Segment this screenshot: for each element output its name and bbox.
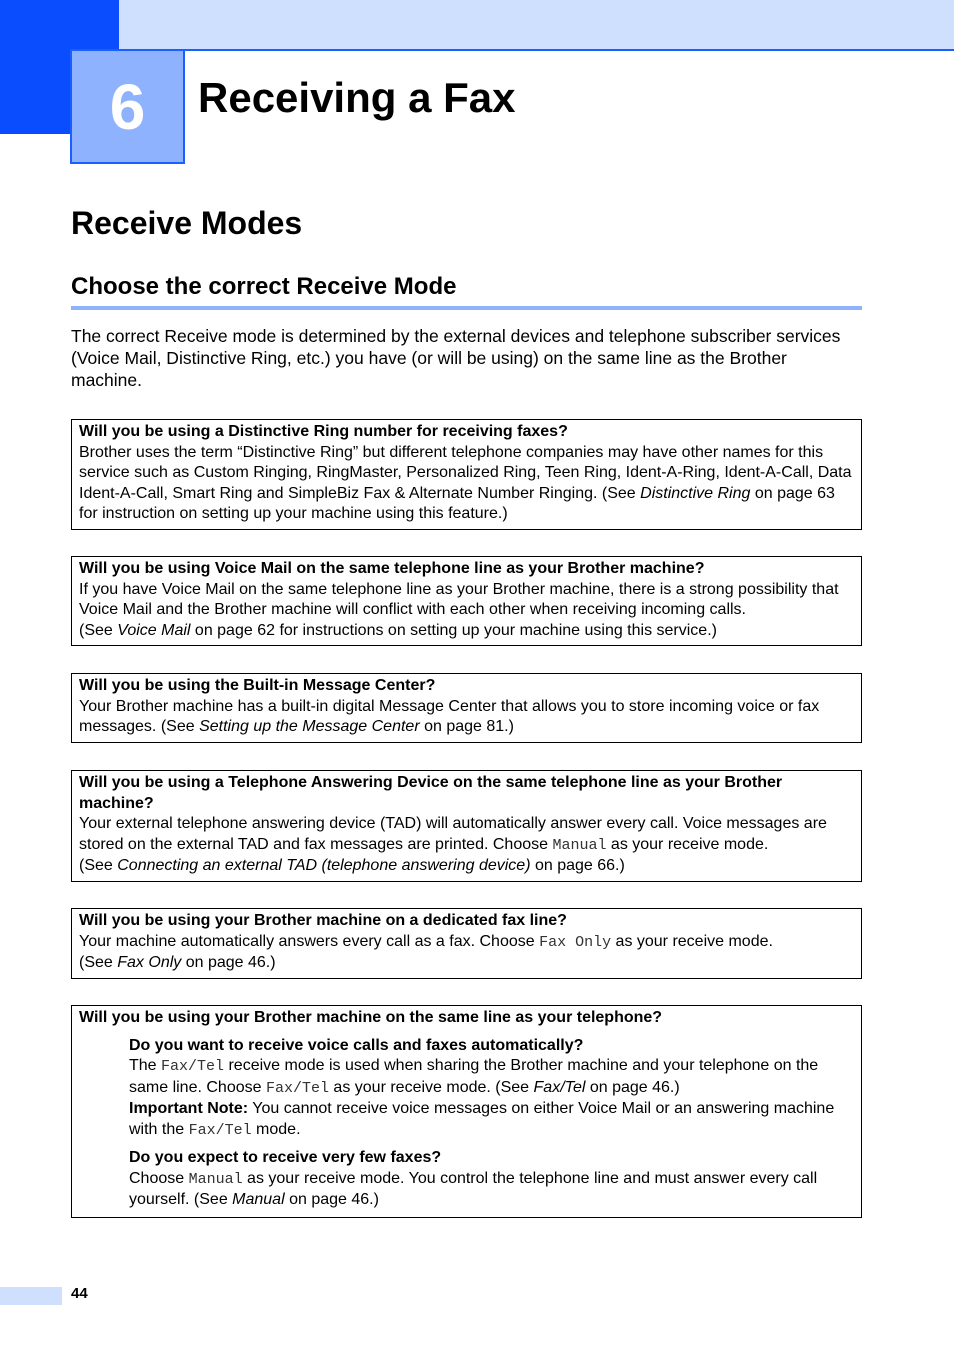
- cross-reference: Connecting an external TAD (telephone answering device): [117, 857, 531, 874]
- mode-name: Fax/Tel: [161, 1058, 225, 1075]
- mode-name: Fax/Tel: [265, 1079, 329, 1097]
- answer-text: Your external telephone answering device (TAD) will automatically answer every call. Voice messages are stored on the external TAD and fax messages are printed. Choose: [79, 815, 827, 853]
- answer: [79, 953, 854, 974]
- question-box-tad: [71, 770, 862, 882]
- answer-text: You cannot receive voice messages on either Voice Mail or an answering machine with the: [129, 1100, 835, 1138]
- answer: [79, 621, 854, 642]
- question: Will you be using Voice Mail on the same telephone line as your Brother machine?: [79, 560, 705, 577]
- answer-text: on page 66.): [530, 857, 625, 874]
- answer-text: as your receive mode. (See: [328, 1078, 534, 1096]
- cross-reference: Setting up the Message Center: [199, 718, 420, 735]
- answer-text: receive mode is used when sharing the Brother machine and your telephone on the same line. Choose: [129, 1057, 819, 1096]
- mode-name: Fax Only: [539, 933, 612, 951]
- mode-name: Manual: [188, 1170, 243, 1188]
- answer: [79, 443, 854, 525]
- sub-question: Do you want to receive voice calls and faxes automatically?: [129, 1036, 584, 1054]
- answer-text: (See: [79, 621, 118, 639]
- question-box-dedicated-line: [71, 908, 862, 979]
- answer-text: as your receive mode.: [606, 835, 769, 853]
- important-note: [129, 1099, 854, 1141]
- answer-text: on page 81.): [419, 718, 514, 735]
- answer: [79, 697, 854, 738]
- sub-question-few-faxes: [79, 1148, 854, 1211]
- cross-reference: Voice Mail: [117, 621, 191, 639]
- chapter-number-box: [70, 49, 185, 164]
- answer-text: on page 46.): [181, 954, 276, 971]
- answer: [79, 814, 854, 856]
- chapter-title: Receiving a Fax: [198, 74, 516, 121]
- answer-text: on page 46.): [585, 1078, 680, 1096]
- question: Will you be using the Built-in Message Center?: [79, 677, 436, 694]
- question: Will you be using your Brother machine on the same line as your telephone?: [79, 1009, 663, 1026]
- sub-question-automatic: [79, 1036, 854, 1142]
- answer-text: If you have Voice Mail on the same telephone line as your Brother machine, there is a strong possibility that Voice Mail and the Brother machine will conflict with each other when receiving incoming calls.: [79, 580, 839, 618]
- mode-name: Fax/Tel: [188, 1121, 252, 1139]
- answer: [129, 1056, 854, 1099]
- answer: [79, 856, 854, 877]
- answer-text: Choose: [129, 1169, 189, 1187]
- cross-reference: Fax/Tel: [533, 1078, 586, 1096]
- answer-text: (See: [79, 857, 118, 874]
- note-label: Important Note:: [129, 1100, 249, 1117]
- answer-text: Your machine automatically answers every call as a fax. Choose: [79, 932, 540, 950]
- answer-text: on page 62 for instructions on setting up your machine using this service.): [190, 621, 717, 639]
- subsection-title: Choose the correct Receive Mode: [71, 273, 457, 300]
- page-number: 44: [71, 1285, 88, 1302]
- header-band: [0, 0, 954, 51]
- question: Will you be using your Brother machine on a dedicated fax line?: [79, 912, 567, 929]
- mode-name: Manual: [552, 836, 607, 854]
- subsection-underline: [71, 306, 862, 310]
- answer-text: as your receive mode.: [611, 932, 773, 950]
- chapter-number: 6: [109, 70, 146, 143]
- question-box-distinctive-ring: [71, 419, 862, 530]
- answer-text: on page 46.): [284, 1191, 379, 1208]
- sub-question: Do you expect to receive very few faxes?: [129, 1149, 442, 1166]
- question: Will you be using a Telephone Answering Device on the same telephone line as your Brother machine?: [79, 774, 783, 812]
- answer-text: The: [129, 1057, 162, 1074]
- intro-paragraph: The correct Receive mode is determined by the external devices and telephone subscriber services (Voice Mail, Distinctive Ring, etc.) you have (or will be using) on the same line as the Brother machine.: [71, 326, 841, 390]
- answer-text: Your Brother machine has a built-in digital Message Center that allows you to store incoming voice or fax messages. (See: [79, 697, 820, 735]
- answer-text: mode.: [251, 1120, 301, 1138]
- cross-reference: Manual: [232, 1191, 285, 1208]
- question-box-message-center: [71, 673, 862, 743]
- cross-reference: Fax Only: [117, 954, 182, 971]
- answer-text: Brother uses the term “Distinctive Ring” but different telephone companies may have other names for this service such as Custom Ringing, RingMaster, Personalized Ring, Teen Ring, Ident-A-Ring, Ident-A-Call, Data Ident-A-Call, Smart Ring and SimpleBiz Fax & Alternate Number Ringing. (See: [79, 443, 852, 502]
- answer-text: (See: [79, 954, 118, 971]
- answer-text: as your receive mode. You control the telephone line and must answer every call yourself. (See: [129, 1169, 818, 1208]
- footer-page-tab: [0, 1287, 62, 1305]
- question: Will you be using a Distinctive Ring number for receiving faxes?: [79, 423, 568, 440]
- answer-text: on page 63 for instruction on setting up your machine using this feature.): [79, 484, 835, 522]
- question-box-same-line: [71, 1005, 862, 1218]
- answer: [129, 1169, 854, 1211]
- cross-reference: Distinctive Ring: [640, 484, 751, 502]
- section-title: Receive Modes: [71, 205, 303, 241]
- answer: [79, 932, 854, 954]
- question-box-voice-mail: [71, 556, 862, 646]
